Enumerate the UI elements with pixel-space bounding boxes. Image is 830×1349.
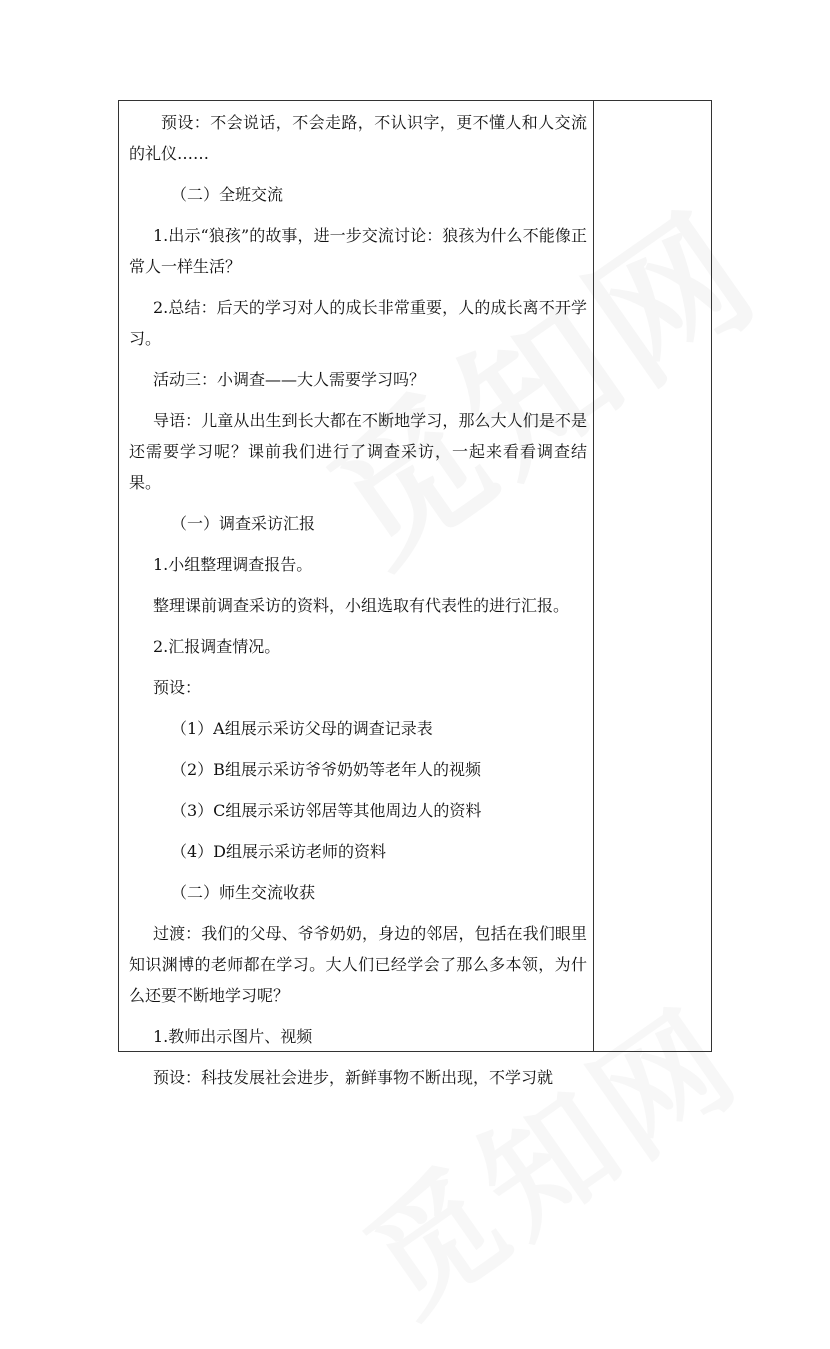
paragraph-wolf-child: 1.出示“狼孩”的故事，进一步交流讨论：狼孩为什么不能像正常人一样生活？ bbox=[129, 226, 587, 276]
list-item-b: （2）B组展示采访爷爷奶奶等老年人的视频 bbox=[171, 760, 481, 779]
paragraph-preset-1: 预设：不会说话，不会走路，不认识字，更不懂人和人交流的礼仪…… bbox=[129, 113, 587, 163]
paragraph-intro: 导语：儿童从出生到长大都在不断地学习，那么大人们是不是还需要学习呢？课前我们进行了调查采访，一起来看看调查结果。 bbox=[129, 411, 587, 492]
list-item-d: （4）D组展示采访老师的资料 bbox=[171, 842, 387, 861]
paragraph-organize: 整理课前调查采访的资料，小组选取有代表性的进行汇报。 bbox=[153, 596, 570, 615]
lesson-plan-table bbox=[118, 100, 712, 1087]
paragraph-show-media: 1.教师出示图片、视频 bbox=[153, 1027, 313, 1046]
section-survey-report: （一）调查采访汇报 bbox=[171, 514, 316, 533]
paragraph-preset-3: 预设：科技发展社会进步，新鲜事物不断出现，不学习就 bbox=[153, 1068, 554, 1087]
column-divider bbox=[593, 101, 594, 1051]
activity-three-heading: 活动三：小调查——大人需要学习吗？ bbox=[153, 370, 426, 389]
list-item-c: （3）C组展示采访邻居等其他周边人的资料 bbox=[171, 801, 482, 820]
paragraph-group-report: 1.小组整理调查报告。 bbox=[153, 555, 313, 574]
paragraph-transition: 过渡：我们的父母、爷爷奶奶，身边的邻居，包括在我们眼里知识渊博的老师都在学习。大人们已经学会了那么多本领，为什么还要不断地学习呢？ bbox=[129, 924, 587, 1005]
main-content-cell bbox=[129, 107, 587, 1103]
paragraph-summary: 2.总结：后天的学习对人的成长非常重要，人的成长离不开学习。 bbox=[129, 298, 587, 348]
section-teacher-student: （二）师生交流收获 bbox=[171, 883, 316, 902]
paragraph-preset-2: 预设： bbox=[153, 678, 202, 697]
paragraph-report-status: 2.汇报调查情况。 bbox=[153, 637, 281, 656]
list-item-a: （1）A组展示采访父母的调查记录表 bbox=[171, 719, 433, 738]
section-class-exchange: （二）全班交流 bbox=[171, 185, 284, 204]
